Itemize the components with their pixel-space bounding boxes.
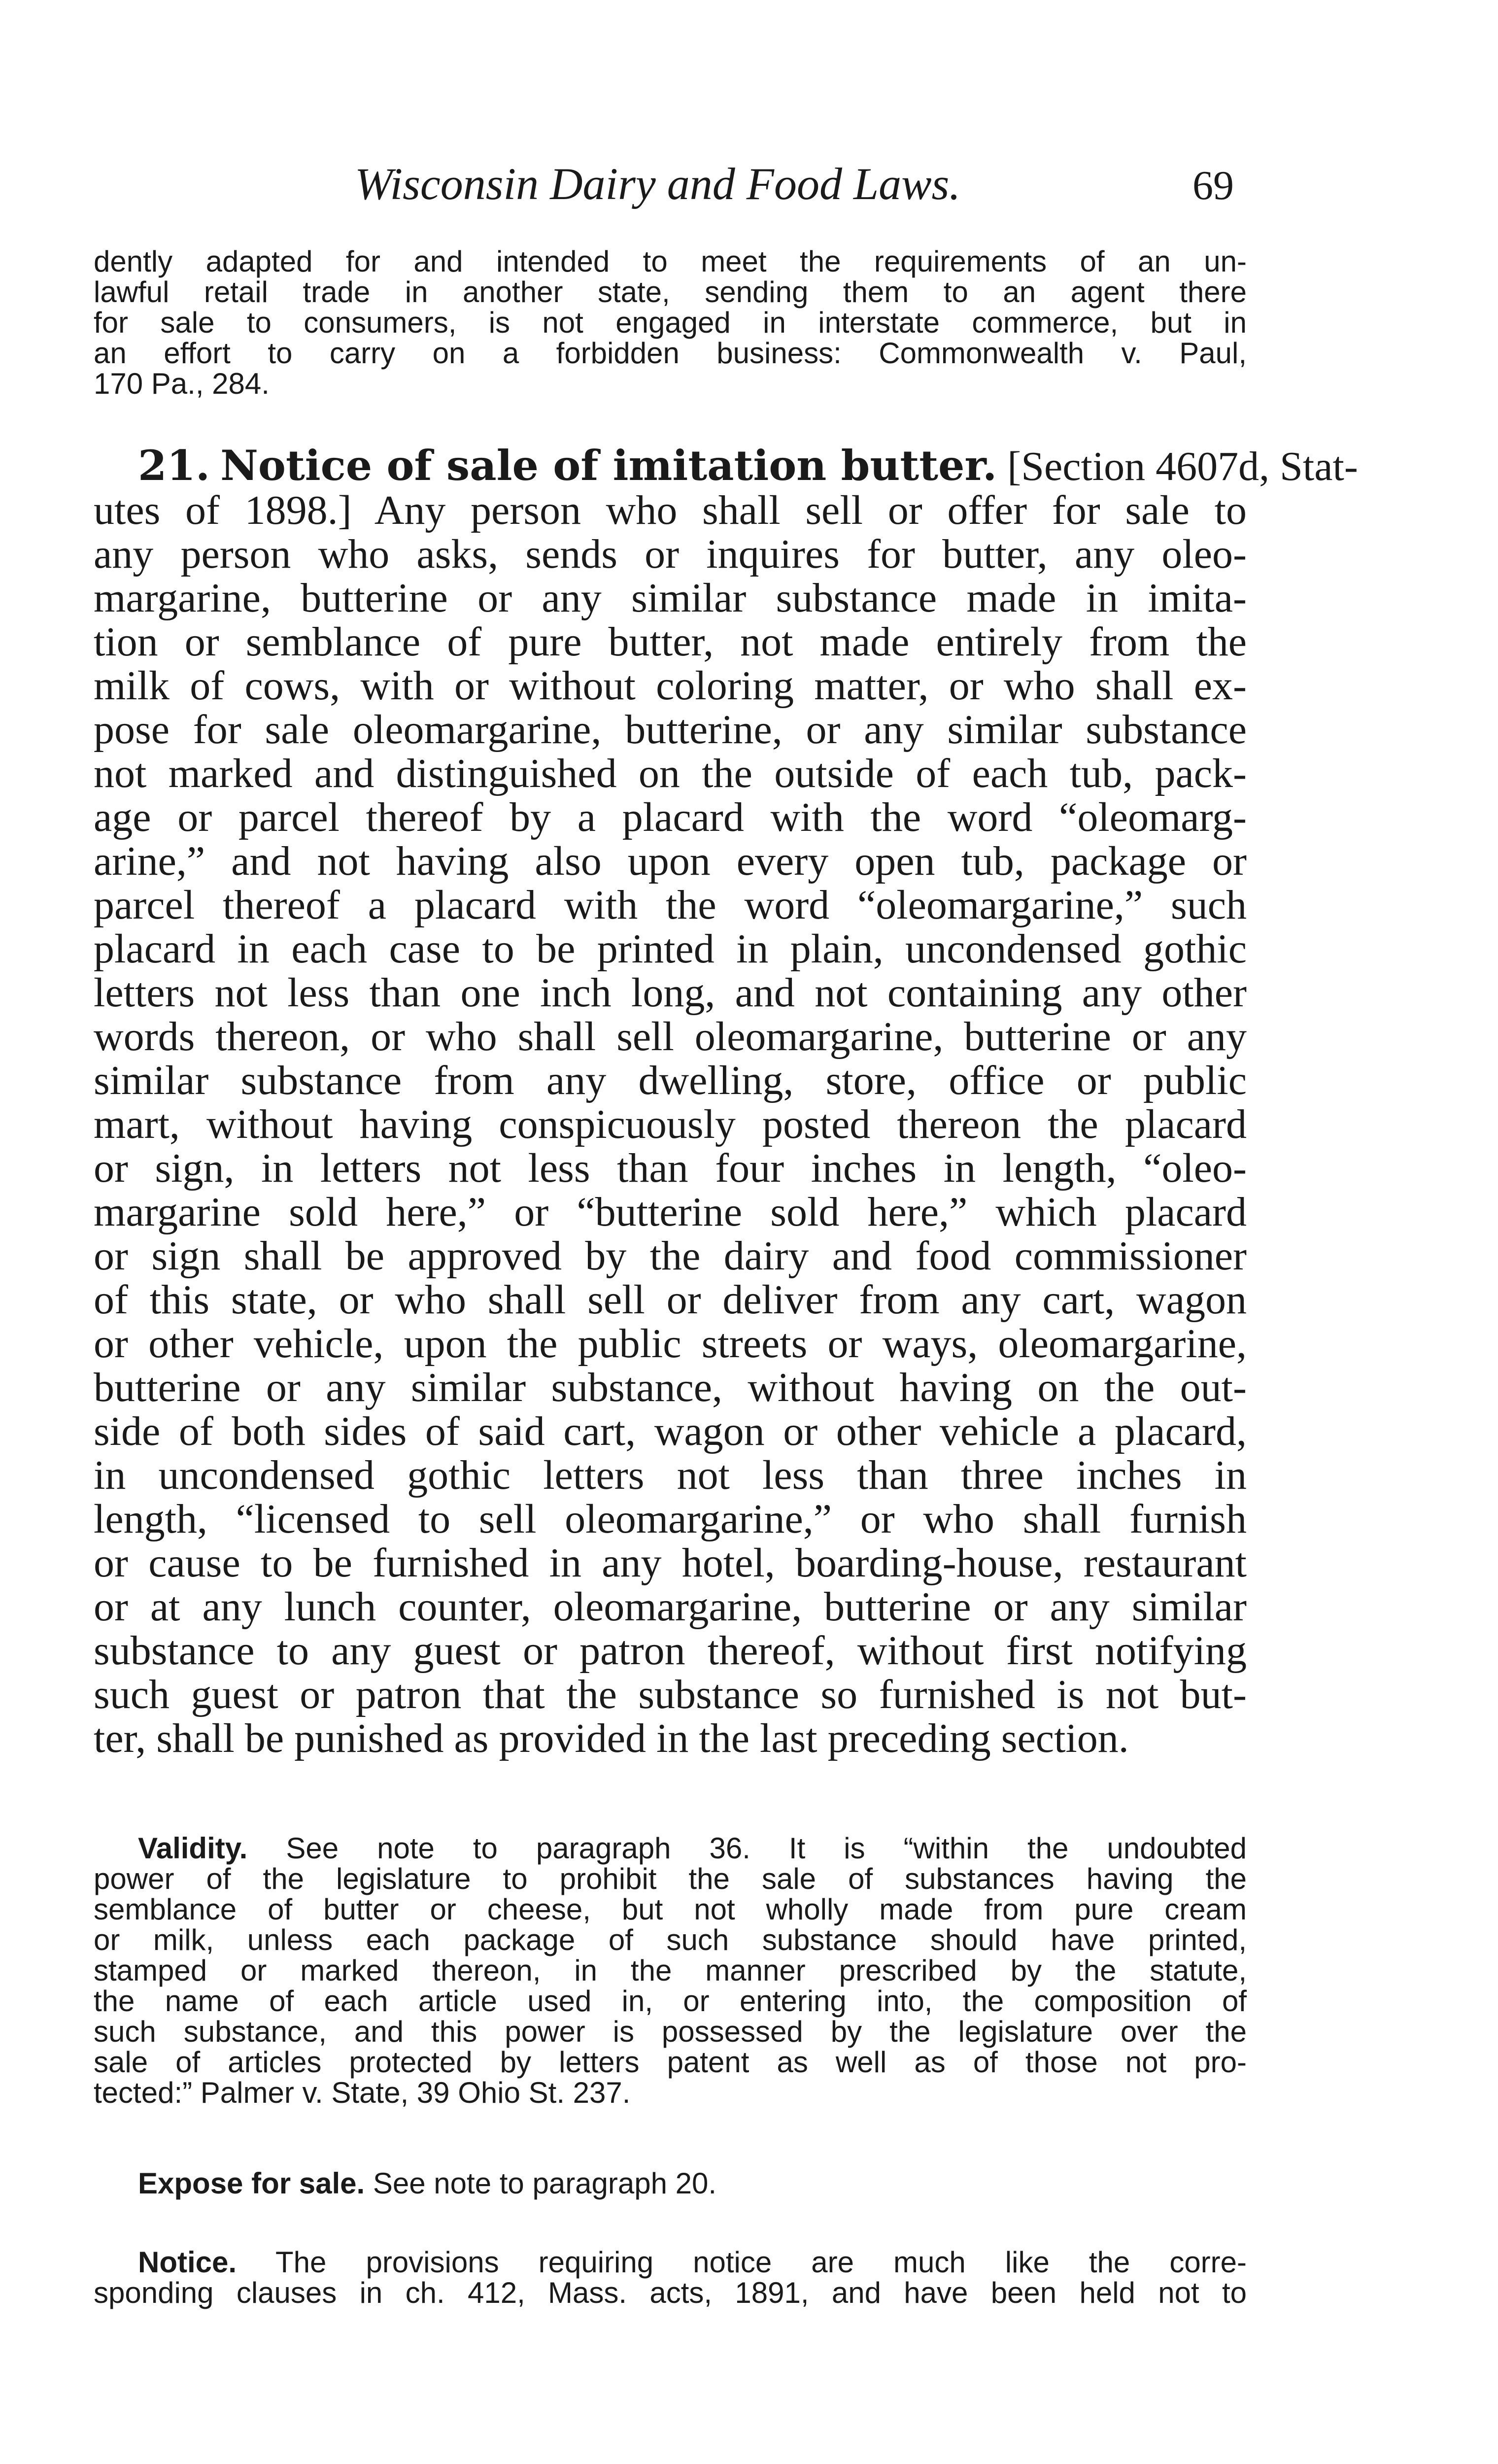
text-line: sponding clauses in ch. 412, Mass. acts, 1891, and have been held not to	[94, 2276, 1247, 2309]
section-21	[94, 441, 1358, 1761]
text-line: words thereon, or who shall sell oleomargarine, butterine or any	[94, 1014, 1247, 1060]
expose-note	[94, 2168, 1247, 2199]
text-line: power of the legislature to prohibit the sale of substances having the	[94, 1862, 1247, 1895]
section-number: 21.	[138, 441, 210, 490]
text-line: pose for sale oleomargarine, butterine, or any similar substance	[94, 707, 1247, 753]
text-line: the name of each article used in, or entering into, the composition of	[94, 1985, 1247, 2018]
text-line: semblance of butter or cheese, but not wholly made from pure cream	[94, 1893, 1247, 1926]
text-line: utes of 1898.] Any person who shall sell or offer for sale to	[94, 487, 1247, 533]
text-line: length, “licensed to sell oleomargarine,” or who shall furnish	[94, 1496, 1247, 1542]
text-line: margarine sold here,” or “butterine sold here,” which placard	[94, 1189, 1247, 1235]
text-line: for sale to consumers, is not engaged in interstate commerce, but in	[94, 306, 1247, 339]
note-first-line	[94, 2247, 1247, 2278]
note-text: See note to paragraph 36. It is “within the undoubted	[286, 1832, 1247, 1865]
text-line: parcel thereof a placard with the word “oleomargarine,” such	[94, 882, 1247, 928]
note-first-line	[94, 1833, 1247, 1864]
text-line: such substance, and this power is possessed by the legislature over the	[94, 2015, 1247, 2048]
text-line: not marked and distinguished on the outside of each tub, pack-	[94, 751, 1247, 796]
text-line: or other vehicle, upon the public streets or ways, oleomargarine,	[94, 1321, 1247, 1367]
text-line: such guest or patron that the substance so furnished is not but-	[94, 1672, 1247, 1717]
text-line: sale of articles protected by letters patent as well as of those not pro-	[94, 2046, 1247, 2079]
note-heading: Notice.	[138, 2246, 237, 2279]
page-number: 69	[1192, 163, 1234, 208]
text-line: dently adapted for and intended to meet the requirements of an un-	[94, 245, 1247, 278]
text-line: similar substance from any dwelling, store, office or public	[94, 1058, 1247, 1103]
text-line: placard in each case to be printed in plain, uncondensed gothic	[94, 926, 1247, 972]
note-heading: Validity.	[138, 1832, 248, 1865]
text-line: milk of cows, with or without coloring matter, or who shall ex-	[94, 663, 1247, 709]
text-line: or cause to be furnished in any hotel, boarding-house, restaurant	[94, 1540, 1247, 1586]
section-title: Notice of sale of imitation butter.	[220, 441, 997, 490]
section-heading-line	[94, 441, 1358, 490]
text-line: lawful retail trade in another state, sending them to an agent there	[94, 275, 1247, 308]
text-line: tected:” Palmer v. State, 39 Ohio St. 237.	[94, 2076, 631, 2109]
text-line: an effort to carry on a forbidden business: Commonwealth v. Paul,	[94, 337, 1247, 370]
statute-citation: [Section 4607d, Stat-	[1007, 444, 1358, 489]
text-line: or sign shall be approved by the dairy and food commissioner	[94, 1233, 1247, 1279]
text-line: letters not less than one inch long, and not containing any other	[94, 970, 1247, 1016]
note-text: See note to paragraph 20.	[373, 2167, 717, 2200]
running-title: Wisconsin Dairy and Food Laws.	[355, 159, 961, 209]
text-line: or at any lunch counter, oleomargarine, butterine or any similar	[94, 1584, 1247, 1630]
text-line: or sign, in letters not less than four inches in length, “oleo-	[94, 1145, 1247, 1191]
validity-note	[94, 1833, 1247, 2108]
text-line: ter, shall be punished as provided in the last preceding section.	[94, 1715, 1129, 1761]
text-line: or milk, unless each package of such substance should have printed,	[94, 1923, 1247, 1956]
text-line: margarine, butterine or any similar substance made in imita-	[94, 575, 1247, 621]
note-text: The provisions requiring notice are much like the corre-	[275, 2246, 1247, 2279]
text-line: age or parcel thereof by a placard with the word “oleomarg-	[94, 794, 1247, 840]
text-line: of this state, or who shall sell or deliver from any cart, wagon	[94, 1277, 1247, 1323]
text-line: in uncondensed gothic letters not less than three inches in	[94, 1452, 1247, 1498]
text-line: substance to any guest or patron thereof, without first notifying	[94, 1628, 1247, 1674]
note-first-line	[94, 2168, 1247, 2199]
text-line: tion or semblance of pure butter, not made entirely from the	[94, 619, 1247, 665]
text-line: mart, without having conspicuously posted thereon the placard	[94, 1101, 1247, 1147]
text-line: side of both sides of said cart, wagon or other vehicle a placard,	[94, 1408, 1247, 1454]
note-heading: Expose for sale.	[138, 2167, 365, 2200]
text-line: 170 Pa., 284.	[94, 367, 270, 400]
continuation-paragraph	[94, 246, 1247, 399]
text-line: stamped or marked thereon, in the manner prescribed by the statute,	[94, 1954, 1247, 1987]
notice-note	[94, 2247, 1247, 2308]
text-line: arine,” and not having also upon every open tub, package or	[94, 838, 1247, 884]
text-line: any person who asks, sends or inquires for butter, any oleo-	[94, 531, 1247, 577]
text-line: butterine or any similar substance, without having on the out-	[94, 1365, 1247, 1410]
